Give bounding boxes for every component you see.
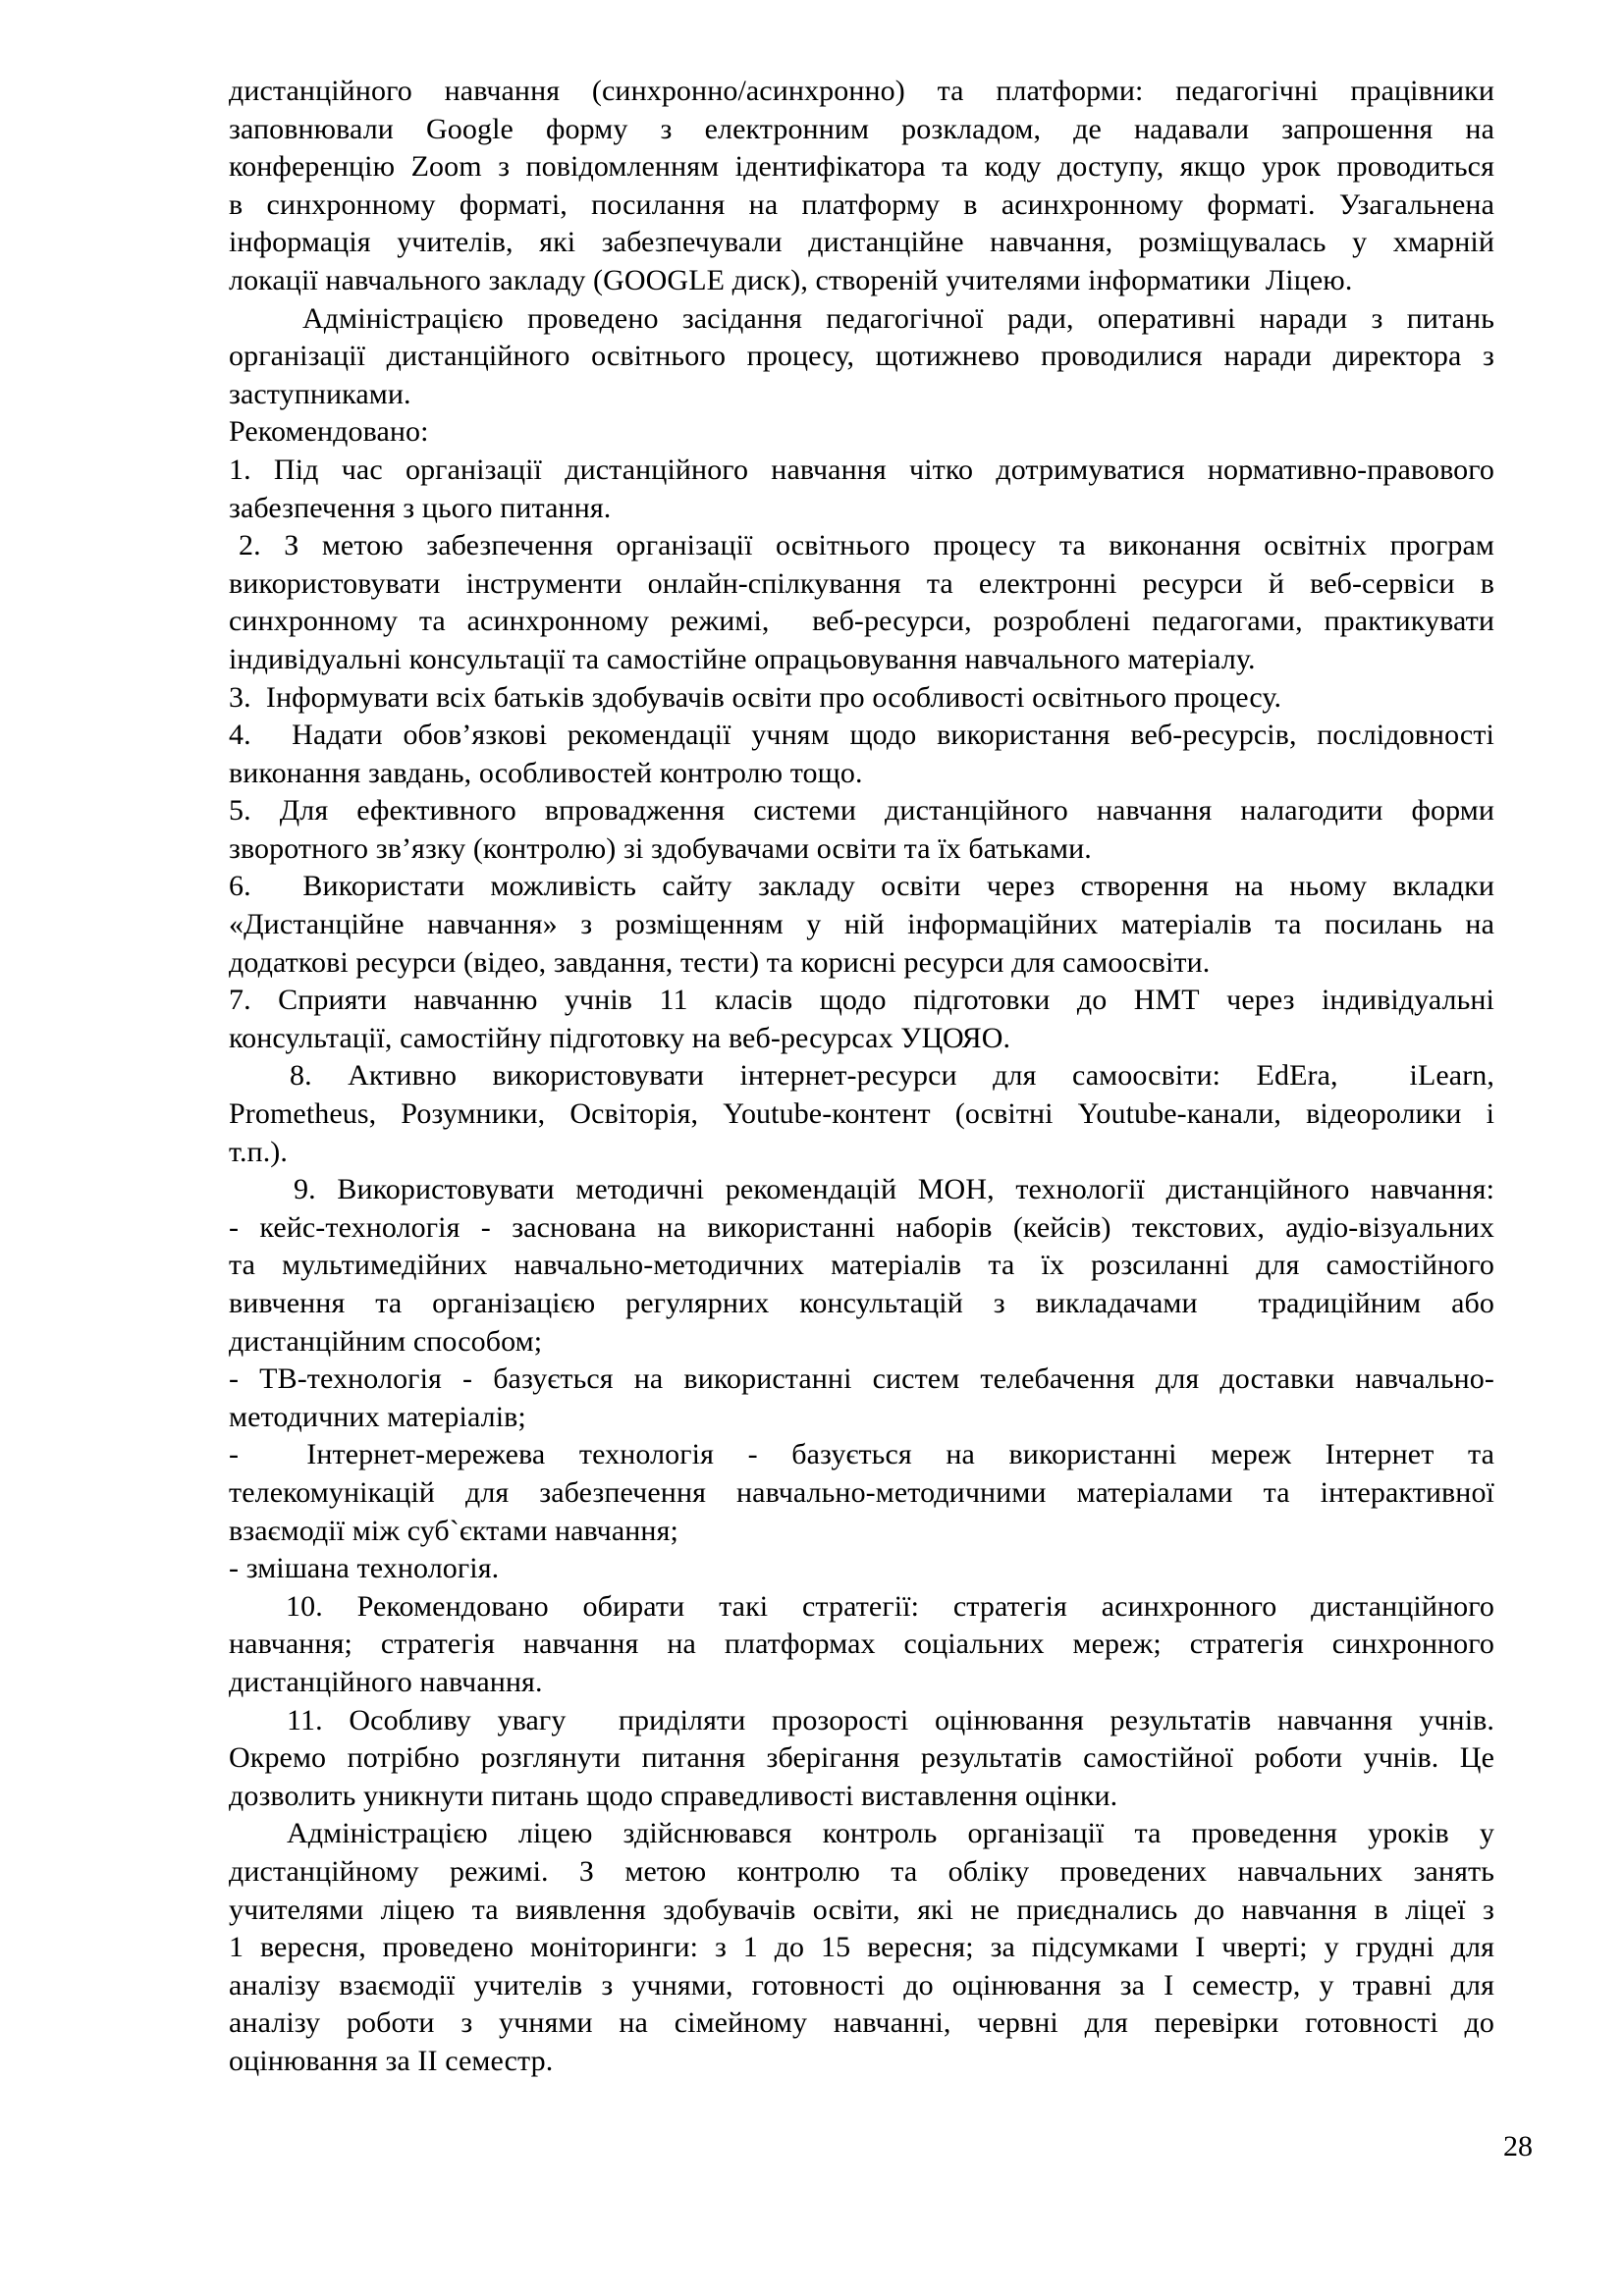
text-line: Окремо потрібно розглянути питання зберігання результатів самостійної роботи учнів. Це [229, 1741, 1494, 1775]
text-line: локації навчального закладу (GOOGLE диск), створеній учителями інформатики Ліцею. [229, 263, 1353, 296]
text-line: зворотного зв’язку (контролю) зі здобувачами освіти та їх батьками. [229, 831, 1092, 865]
text-line: дистанційного навчання. [229, 1665, 543, 1698]
text-line: оцінювання за ІІ семестр. [229, 2044, 554, 2077]
text-line: Адміністрацією ліцею здійснювався контроль організації та проведення уроків у [287, 1817, 1494, 1850]
text-line: консультації, самостійну підготовку на веб-ресурсах УЦОЯО. [229, 1021, 1011, 1054]
paragraph [229, 982, 1494, 1057]
paragraph [229, 527, 1494, 678]
text-line: виконання завдань, особливостей контролю тощо. [229, 756, 863, 789]
text-line: аналізу роботи з учнями на сімейному навчанні, червні для перевірки готовності до [229, 2006, 1494, 2040]
paragraph [229, 73, 1494, 300]
text-line: т.п.). [229, 1135, 288, 1168]
text-line: Рекомендовано: [229, 415, 429, 449]
text-line: додаткові ресурси (відео, завдання, тести) та корисні ресурси для самоосвіти. [229, 945, 1211, 979]
paragraph [229, 679, 1494, 718]
paragraph [229, 1057, 1494, 1171]
text-line: 1. Під час організації дистанційного навчання чітко дотримуватися нормативно-правового [229, 453, 1494, 486]
paragraph [229, 413, 1494, 452]
text-line: заступниками. [229, 377, 411, 410]
text-line: заповнювали Google форму з електронним розкладом, де надавали запрошення на [229, 112, 1494, 145]
text-line: методичних матеріалів; [229, 1400, 526, 1433]
text-line: 5. Для ефективного впровадження системи дистанційного навчання налагодити форми [229, 794, 1494, 828]
text-line: аналізу взаємодії учителів з учнями, готовності до оцінювання за І семестр, у травні для [229, 1968, 1494, 2002]
text-line: та мультимедійних навчально-методичних матеріалів та їх розсиланні для самостійного [229, 1249, 1494, 1282]
text-line: синхронному та асинхронному режимі, веб-ресурси, розроблені педагогами, практикувати [229, 605, 1494, 638]
text-line: «Дистанційне навчання» з розміщенням у ній інформаційних матеріалів та посилань на [229, 908, 1494, 941]
text-line: 3. Інформувати всіх батьків здобувачів освіти про особливості освітнього процесу. [229, 680, 1282, 714]
text-block [229, 73, 1494, 2080]
paragraph [229, 1815, 1494, 2080]
text-line: 6. Використати можливість сайту закладу освіти через створення на ньому вкладки [229, 870, 1494, 903]
text-line: організації дистанційного освітнього процесу, щотижнево проводилися наради директора з [229, 340, 1494, 373]
text-line: забезпечення з цього питання. [229, 491, 612, 524]
paragraph [229, 1702, 1494, 1816]
text-line: 9. Використовувати методичні рекомендацій МОН, технології дистанційного навчання: [294, 1173, 1494, 1206]
text-line: навчання; стратегія навчання на платформах соціальних мереж; стратегія синхронного [229, 1628, 1494, 1661]
text-line: - змішана технологія. [229, 1552, 500, 1585]
paragraph [229, 452, 1494, 527]
text-line: конференцію Zoom з повідомленням ідентифікатора та коду доступу, якщо урок проводиться [229, 150, 1494, 184]
text-line: дозволить уникнути питань щодо справедливості виставлення оцінки. [229, 1779, 1118, 1812]
paragraph [229, 1436, 1494, 1550]
text-line: інформація учителів, які забезпечували дистанційне навчання, розміщувалась у хмарній [229, 226, 1494, 259]
paragraph [229, 1171, 1494, 1209]
text-line: 11. Особливу увагу приділяти прозорості оцінювання результатів навчання учнів. [287, 1703, 1494, 1736]
paragraph [229, 1361, 1494, 1436]
text-line: дистанційного навчання (синхронно/асинхронно) та платформи: педагогічні працівники [229, 75, 1494, 107]
text-line: дистанційним способом; [229, 1324, 543, 1358]
paragraph [229, 1588, 1494, 1702]
text-line: 10. Рекомендовано обирати такі стратегії: стратегія асинхронного дистанційного [286, 1589, 1494, 1623]
paragraph [229, 868, 1494, 982]
text-line: 4. Надати обов’язкові рекомендації учням щодо використання веб-ресурсів, послідовності [229, 719, 1494, 752]
text-line: дистанційному режимі. З метою контролю та обліку проведених навчальних занять [229, 1854, 1494, 1888]
text-line: Адміністрацією проведено засідання педагогічної ради, оперативні наради з питань [302, 301, 1494, 335]
text-line: - Інтернет-мережева технологія - базується на використанні мереж Інтернет та [229, 1438, 1494, 1471]
text-line: учителями ліцею та виявлення здобувачів освіти, які не приєднались до навчання в ліцеї з [229, 1893, 1494, 1926]
text-line: вивчення та організацією регулярних консультацій з викладачами традиційним або [229, 1287, 1494, 1319]
text-line: 7. Сприяти навчанню учнів 11 класів щодо підготовки до НМТ через індивідуальні [229, 984, 1494, 1017]
text-line: 1 вересня, проведено моніторинги: з 1 до 15 вересня; за підсумками І чверті; у грудні для [229, 1931, 1494, 1964]
paragraph [229, 1550, 1494, 1588]
paragraph [229, 792, 1494, 868]
text-line: - ТВ-технологія - базується на використанні систем телебачення для доставки навчально- [229, 1362, 1494, 1396]
text-line: індивідуальні консультації та самостійне опрацьовування навчального матеріалу. [229, 642, 1256, 675]
text-line: в синхронному форматі, посилання на платформу в асинхронному форматі. Узагальнена [229, 187, 1494, 221]
text-line: взаємодії між суб`єктами навчання; [229, 1514, 678, 1547]
text-line: телекомунікацій для забезпечення навчально-методичними матеріалами та інтерактивної [229, 1475, 1494, 1509]
paragraph [229, 300, 1494, 414]
paragraph [229, 1209, 1494, 1361]
text-line: - кейс-технологія - заснована на використанні наборів (кейсів) текстових, аудіо-візуальних [229, 1210, 1494, 1244]
text-line: 2. З метою забезпечення організації освітнього процесу та виконання освітніх програм [239, 529, 1494, 562]
paragraph [229, 717, 1494, 792]
text-line: використовувати інструменти онлайн-спілкування та електронні ресурси й веб-сервіси в [229, 566, 1494, 600]
text-line: 8. Активно використовувати інтернет-ресурси для самоосвіти: EdEra, iLearn, [290, 1059, 1494, 1093]
text-line: Prometheus, Розумники, Освіторія, Youtube-контент (освітні Youtube-канали, відеоролики і [229, 1097, 1494, 1131]
page-number: 28 [1503, 2130, 1533, 2163]
